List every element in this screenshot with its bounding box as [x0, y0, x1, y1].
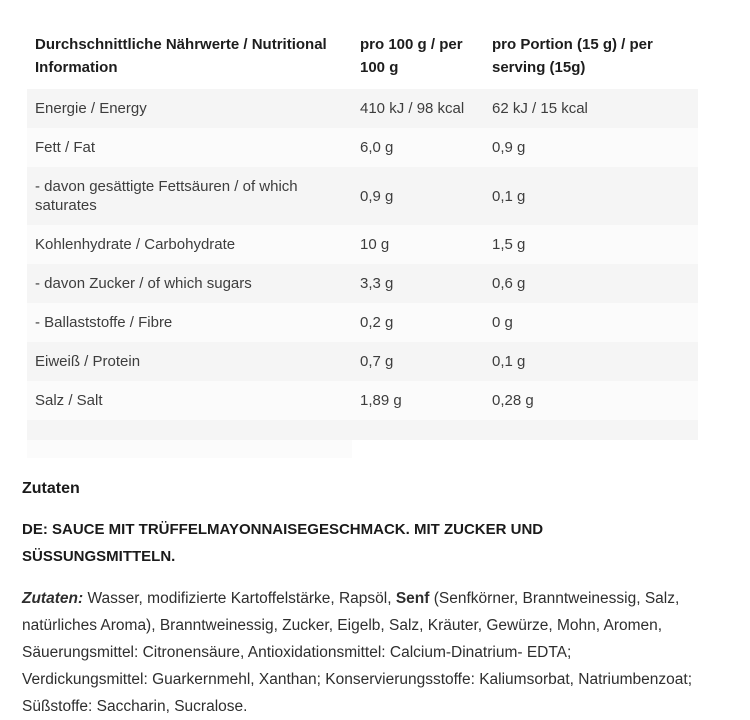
value-per-portion: 0 g [492, 314, 513, 331]
value-per-100g: 1,89 g [360, 392, 402, 409]
value-per-100g: 3,3 g [360, 275, 394, 292]
table-row-salt [27, 381, 698, 420]
value-per-100g: 0,7 g [360, 353, 394, 370]
table-row-fibre [27, 303, 698, 342]
value-per-portion: 0,6 g [492, 275, 526, 292]
nutrient-label: Kohlenhydrate / Carbohydrate [35, 236, 236, 253]
nutrient-label: - Ballaststoffe / Fibre [35, 314, 173, 331]
value-per-portion: 62 kJ / 15 kcal [492, 100, 588, 117]
nutrition-table [27, 28, 698, 458]
ingredients-allergen-term: Senf [395, 590, 430, 607]
spacer-cell [484, 440, 698, 458]
value-per-100g: 10 g [360, 236, 390, 253]
ingredients-list-text-1: Wasser, modifizierte Kartoffelstärke, Rapsöl, [83, 590, 396, 607]
value-per-100g: 6,0 g [360, 139, 394, 156]
nutrient-label: Energie / Energy [35, 100, 147, 117]
value-per-portion: 0,1 g [492, 353, 526, 370]
table-spacer-row [27, 420, 698, 440]
value-per-100g: 410 kJ / 98 kcal [360, 100, 465, 117]
ingredients-list-label: Zutaten: [22, 590, 84, 607]
table-row-fat [27, 128, 698, 167]
header-per-portion-column: pro Portion (15 g) / per serving (15g) [484, 28, 698, 89]
header-per-100g-column: pro 100 g / per 100 g [352, 28, 484, 89]
table-row-sugars [27, 264, 698, 303]
nutrient-label: Fett / Fat [35, 139, 96, 156]
ingredients-list-text-2: (Senfkörner, Branntweinessig, Salz, natürliches Aroma), Branntweinessig, Zucker, Eigelb, Salz, Kräuter, Gewürze, Mohn, Aromen, Säuerungsmittel: Citronensäure, Antioxidationsmittel: Calcium-Dinatrium- EDTA; Verdickungsmittel: Guarkernmehl, Xanthan; Konservierungsstoffe: Kaliumsorbat, Natriumbenzoat; Süßstoffe: Saccharin, Sucralose. [22, 590, 692, 715]
value-per-100g: 0,9 g [360, 187, 394, 205]
nutrient-label: Eiweiß / Protein [35, 353, 141, 370]
product-description-statement: DE: SAUCE MIT TRÜFFELMAYONNAISEGESCHMACK. MIT ZUCKER UND SÜSSUNGSMITTELN. [22, 521, 544, 565]
spacer-cell [352, 440, 484, 458]
value-per-portion: 1,5 g [492, 236, 526, 253]
nutrient-label: - davon Zucker / of which sugars [35, 275, 252, 292]
table-row-energy [27, 89, 698, 128]
value-per-100g: 0,2 g [360, 314, 394, 331]
table-spacer-partial-row [27, 440, 698, 458]
spacer-cell [27, 440, 352, 458]
value-per-portion: 0,1 g [492, 187, 526, 205]
value-per-portion: 0,28 g [492, 392, 534, 409]
ingredients-list [22, 585, 698, 720]
nutrient-label: - davon gesättigte Fettsäuren / of which saturates [35, 178, 298, 214]
ingredients-section-heading: Zutaten [22, 480, 80, 497]
value-per-portion: 0,9 g [492, 139, 526, 156]
table-row-protein [27, 342, 698, 381]
spacer-cell [27, 420, 698, 440]
table-row-carbohydrate [27, 225, 698, 264]
header-nutrient-column: Durchschnittliche Nährwerte / Nutritional Information [27, 28, 352, 89]
table-header-row [27, 28, 698, 89]
nutrient-label: Salz / Salt [35, 392, 103, 409]
table-row-saturates [27, 167, 698, 225]
